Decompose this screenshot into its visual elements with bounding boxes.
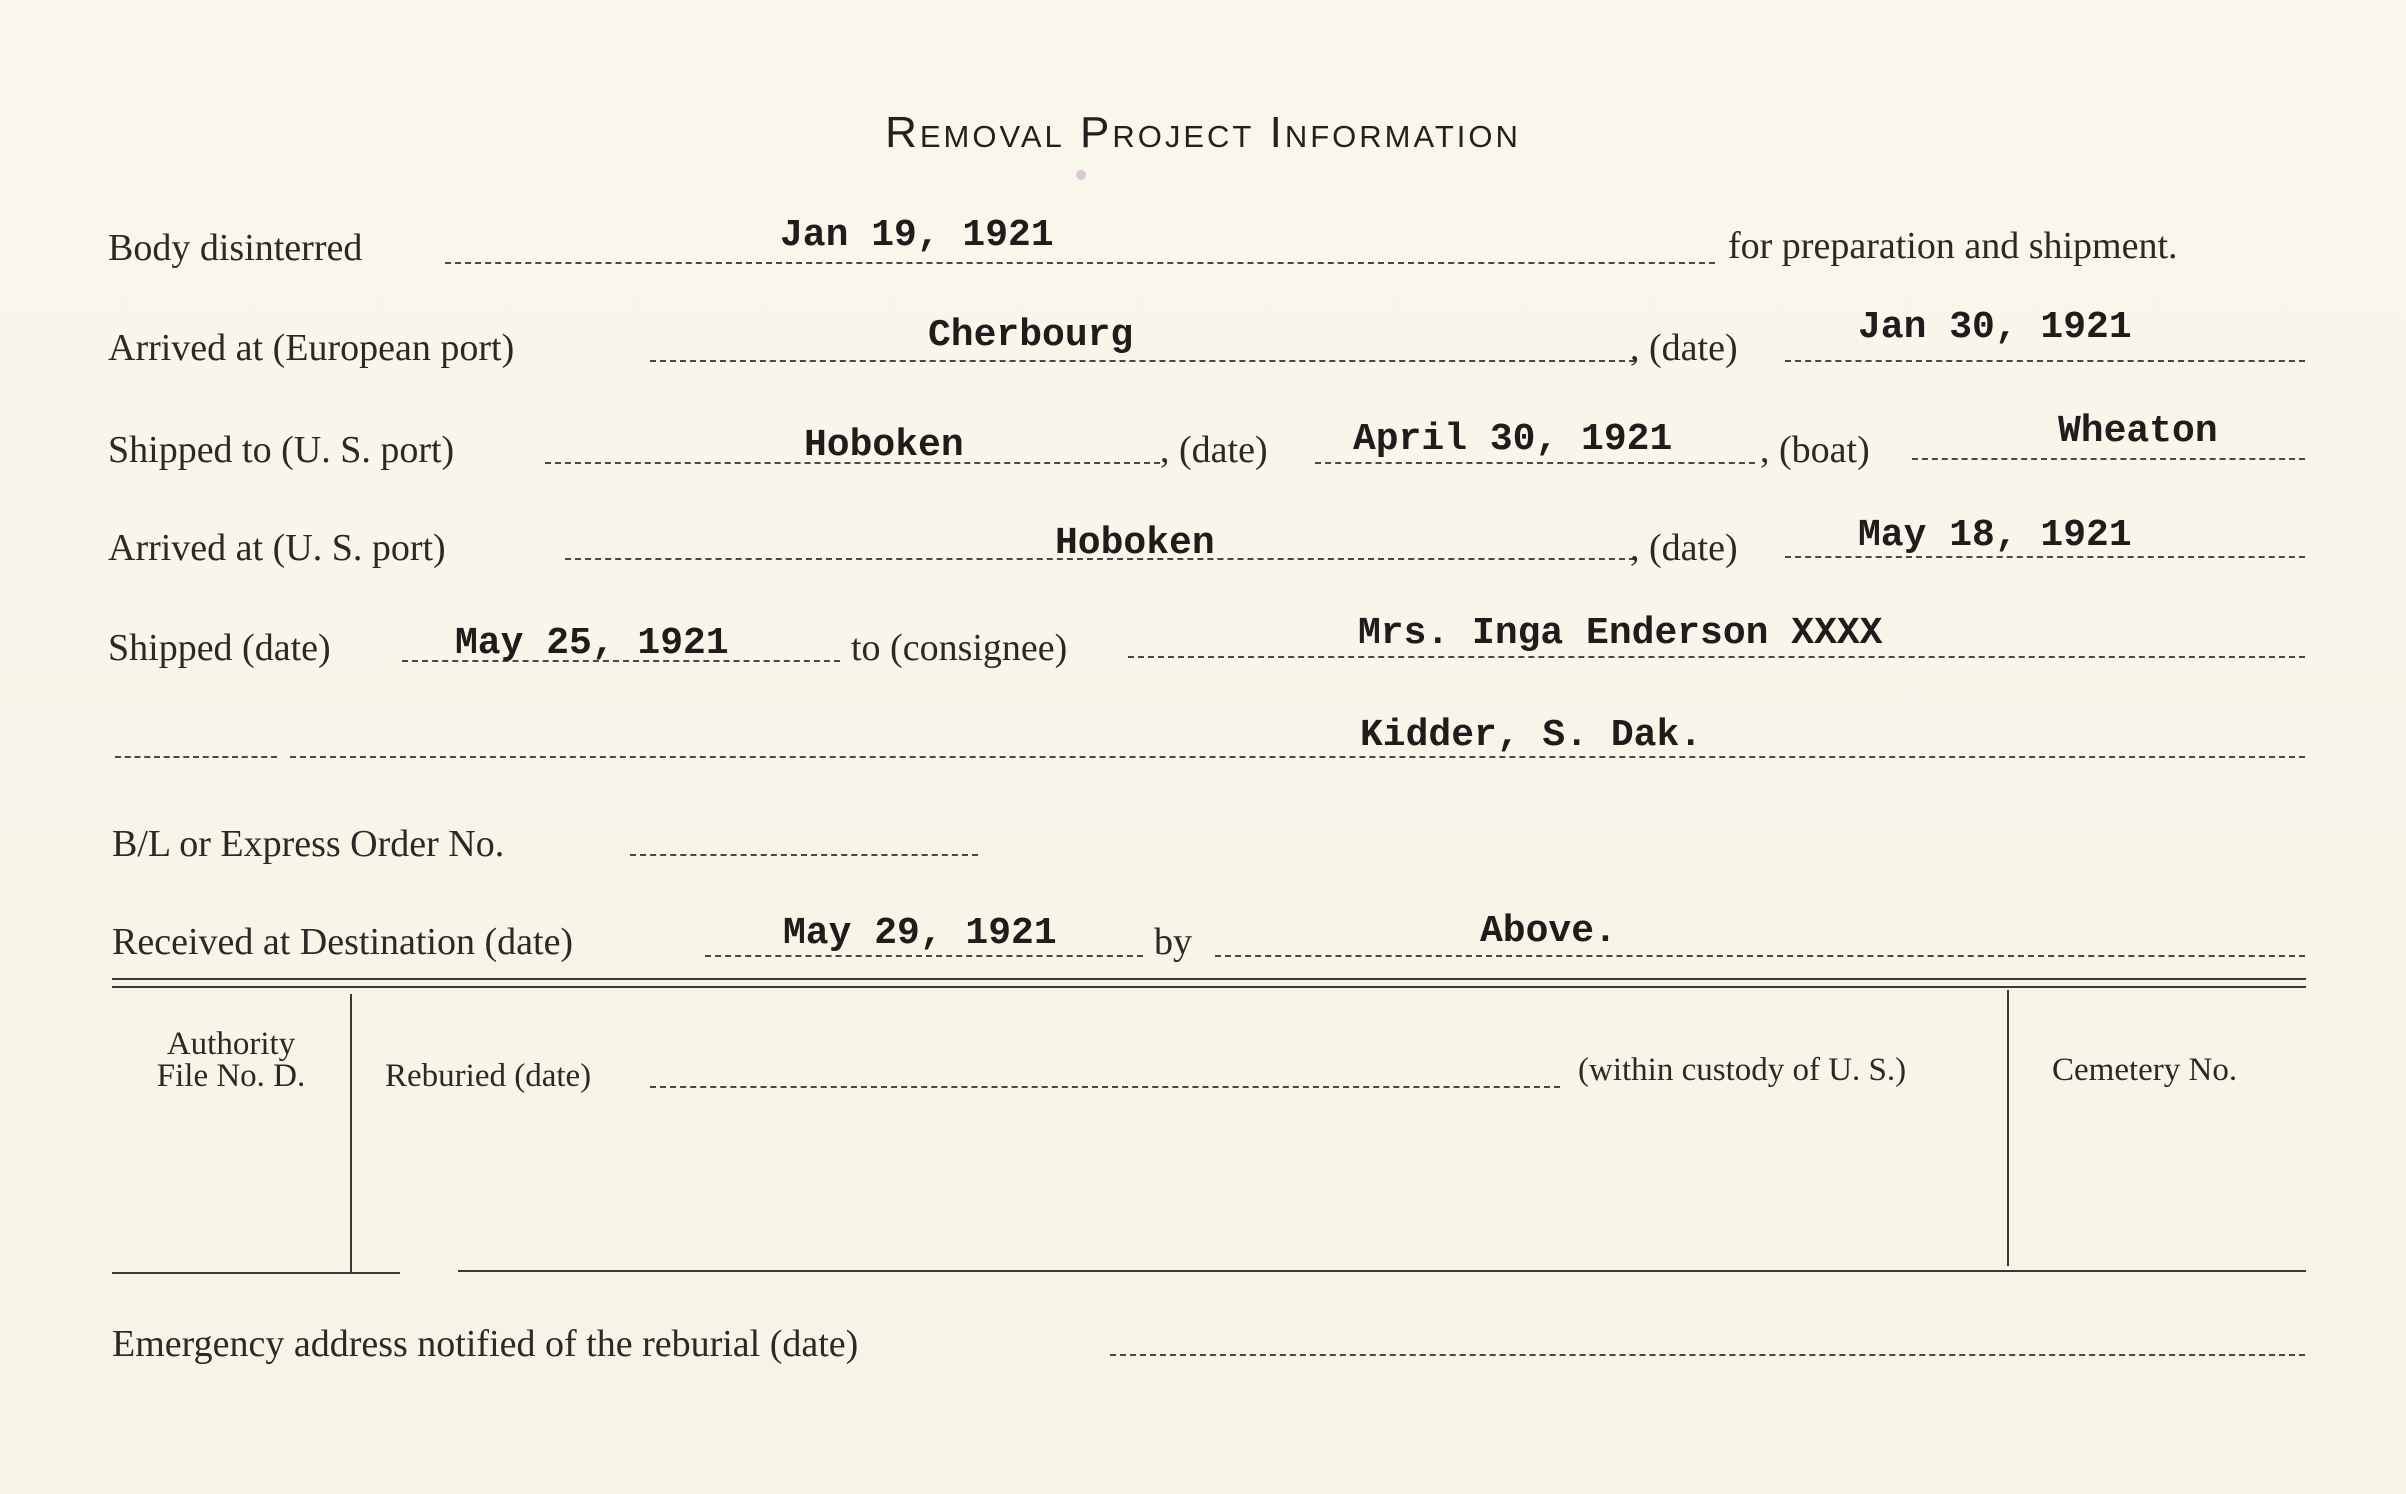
shipped-date-label: Shipped (date): [108, 627, 331, 669]
bl-label: B/L or Express Order No.: [112, 823, 505, 865]
table-divider-left: [350, 994, 352, 1272]
european-port-label: Arrived at (European port): [108, 327, 515, 369]
authority-label-line1: Authority: [166, 1026, 296, 1062]
european-port-line: [650, 360, 1635, 362]
shipped-to-date-label: , (date): [1160, 429, 1268, 471]
table-top-rule-second: [112, 986, 2306, 988]
disinterred-line: [445, 262, 1715, 264]
consignee-label: to (consignee): [851, 627, 1068, 669]
consignee-address: Kidder, S. Dak.: [1360, 714, 1703, 757]
boat-line: [1912, 458, 2305, 460]
shipped-to-label: Shipped to (U. S. port): [108, 429, 455, 471]
consignee-line: [1128, 656, 2305, 658]
table-bottom-rule: [458, 1270, 2306, 1272]
arrived-us-port: Hoboken: [1055, 522, 1215, 565]
ink-mark: [1076, 170, 1086, 180]
consignee-name: Mrs. Inga Enderson XXXX: [1358, 612, 1883, 655]
cemetery-label: Cemetery No.: [2052, 1052, 2238, 1088]
european-port-date-label: , (date): [1630, 327, 1738, 369]
emergency-label: Emergency address notified of the reburial (date): [112, 1323, 859, 1365]
reburied-label: Reburied (date): [385, 1058, 592, 1094]
table-bottom-rule-left: [112, 1272, 400, 1274]
european-port-date-line: [1785, 360, 2305, 362]
shipped-date: May 25, 1921: [455, 622, 729, 665]
received-by: Above.: [1480, 910, 1617, 953]
received-date-line: [705, 955, 1143, 957]
custody-label: (within custody of U. S.): [1578, 1052, 1907, 1088]
reburied-line: [650, 1086, 1560, 1088]
boat-label: , (boat): [1760, 429, 1870, 471]
disinterred-suffix: for preparation and shipment.: [1728, 225, 2178, 267]
european-port-date: Jan 30, 1921: [1858, 306, 2132, 349]
shipped-to-port: Hoboken: [804, 424, 964, 467]
disinterred-label: Body disinterred: [108, 227, 363, 269]
received-by-label: by: [1154, 921, 1192, 963]
arrived-us-label: Arrived at (U. S. port): [108, 527, 446, 569]
address-line-left: [115, 756, 277, 758]
arrived-us-date: May 18, 1921: [1858, 514, 2132, 557]
boat-name: Wheaton: [2058, 410, 2218, 453]
table-divider-right: [2007, 990, 2009, 1266]
authority-label-line2: File No. D.: [156, 1058, 306, 1094]
emergency-line: [1110, 1354, 2305, 1356]
european-port-value: Cherbourg: [928, 314, 1134, 357]
bl-line: [630, 854, 978, 856]
received-date: May 29, 1921: [783, 912, 1057, 955]
shipped-to-date: April 30, 1921: [1353, 418, 1673, 461]
address-line: [290, 756, 2305, 758]
arrived-us-date-label: , (date): [1630, 527, 1738, 569]
table-top-rule: [112, 978, 2306, 980]
received-label: Received at Destination (date): [112, 921, 574, 963]
shipped-to-date-line: [1315, 462, 1755, 464]
received-by-line: [1215, 955, 2305, 957]
disinterred-date: Jan 19, 1921: [780, 214, 1054, 257]
card-title: Removal Project Information: [885, 108, 1521, 157]
